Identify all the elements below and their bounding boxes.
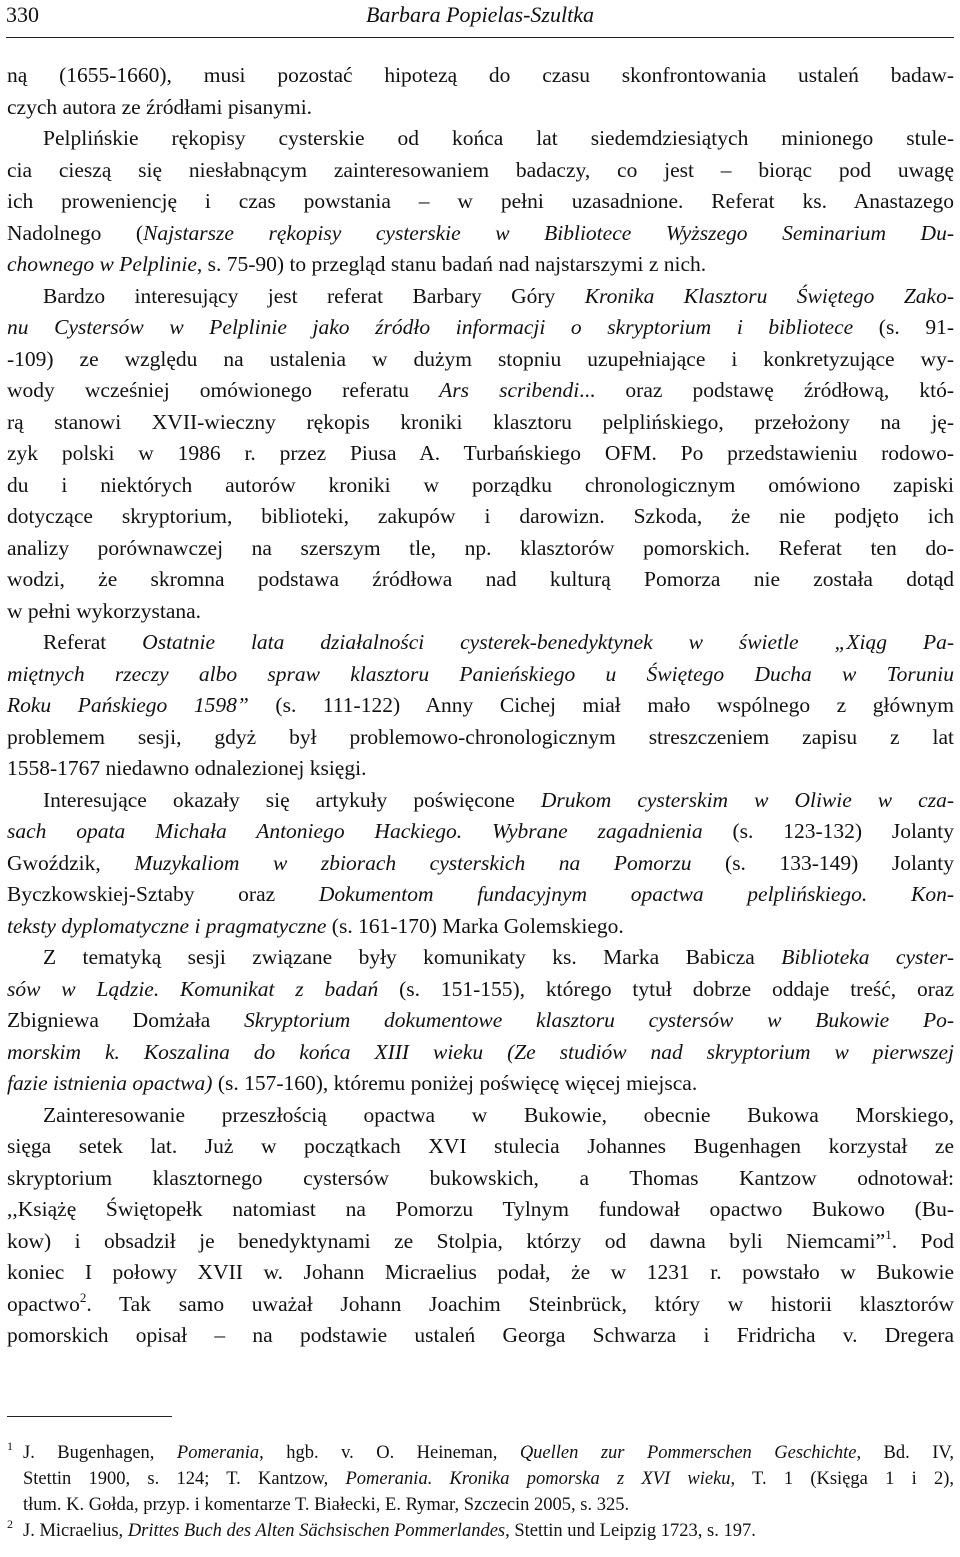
text-run: analizy porównawczej na szerszym tle, np. klasztorów pomorskich. Referat ten do-	[7, 535, 954, 560]
italic-text: Drukom cysterskim w Oliwie w cza-	[540, 787, 954, 812]
text-line	[7, 722, 954, 754]
text-run: rą stanowi XVII-wieczny rękopis kroniki klasztoru pelplińskiego, przełożony na ję-	[7, 409, 954, 434]
text-run: Nadolnego (	[7, 220, 144, 245]
text-run: , s. 75-90) to przegląd stanu badań nad najstarszymi z nich.	[196, 252, 707, 276]
text-run: (s. 151-155), którego tytuł dobrze oddaje treść, oraz	[378, 976, 954, 1001]
text-run: , Stettin und Leipzig 1723, s. 197.	[505, 1521, 756, 1541]
text-run: sięga setek lat. Już w początkach XVI stulecia Johannes Bugenhagen korzystał ze	[7, 1134, 954, 1158]
text-line	[7, 911, 954, 943]
text-line	[7, 218, 954, 250]
text-line	[7, 281, 954, 313]
text-line	[7, 753, 954, 785]
text-line	[7, 564, 954, 596]
text-line	[7, 1163, 954, 1195]
text-line	[7, 879, 954, 911]
text-line	[7, 816, 954, 848]
text-run: kow) i obsadził je benedyktynami ze Stolpia, którzy od dawna byli Niemcami”	[7, 1228, 886, 1253]
footnote-reference: 2	[79, 1289, 87, 1305]
italic-text: morskim k. Koszalina do końca XIII wieku (Ze studiów nad skryptorium w pierwszej	[7, 1039, 954, 1064]
text-run: . Pod	[891, 1228, 954, 1253]
text-run: tłum. K. Gołda, przyp. i komentarze T. Białecki, E. Rymar, Szczecin 2005, s. 325.	[23, 1495, 630, 1515]
text-run: pomorskich opisał – na podstawie ustaleń Georga Schwarza i Fridricha v. Dregera	[7, 1323, 954, 1347]
text-line	[7, 974, 954, 1006]
text-line	[7, 1068, 954, 1100]
text-run: (s. 123-132) Jolanty	[702, 819, 955, 843]
italic-text: chownego w Pelplinie	[7, 252, 197, 276]
text-line	[7, 1194, 954, 1226]
italic-text: sach opata Michała Antoniego Hackiego. Wybrane zagadnienia	[7, 819, 703, 843]
text-run: zyk polski w 1986 r. przez Piusa A. Turbańskiego OFM. Po przedstawieniu rodowo-	[7, 441, 954, 465]
italic-text: Skryptorium dokumentowe klasztoru cystersów w Bukowie Po-	[244, 1008, 955, 1032]
italic-text: Biblioteka cyster-	[781, 945, 954, 969]
text-run: Referat	[43, 630, 143, 654]
text-run: , hgb. v. O. Heineman,	[259, 1443, 520, 1463]
text-run: ich proweniencję i czas powstania – w pełni uzasadnione. Referat ks. Anastazego	[7, 189, 954, 213]
text-line	[7, 186, 954, 218]
text-run: , Bd. IV,	[856, 1443, 955, 1463]
text-run: Z tematyką sesji związane były komunikaty ks. Marka Babicza	[43, 945, 782, 969]
text-run: ną (1655-1660), musi pozostać hipotezą do czasu skonfrontowania ustaleń badaw-	[7, 63, 954, 87]
footnotes	[7, 1440, 954, 1544]
text-run: (s. 111-122) Anny Cichej miał mało wspólnego z głównym	[248, 693, 954, 717]
body-text	[7, 60, 954, 1352]
text-run: 1558-1767 niedawno odnalezionej księgi.	[7, 756, 367, 780]
text-line	[7, 312, 954, 344]
text-run: w pełni wykorzystana.	[7, 598, 202, 623]
text-run: (s. 161-170) Marka Golemskiego.	[326, 913, 624, 938]
italic-text: fazie istnienia opactwa)	[7, 1071, 213, 1095]
text-line	[7, 627, 954, 659]
footnote-line	[7, 1466, 954, 1492]
page-number: 330	[6, 2, 39, 27]
italic-text: Pomerania	[176, 1443, 260, 1463]
text-line	[7, 249, 954, 281]
text-line	[7, 1037, 954, 1069]
text-run: wody wcześniej omówionego referatu	[7, 378, 440, 402]
text-line	[7, 155, 954, 187]
italic-text: nu Cystersów w Pelplinie jako źródło informacji o skryptorium i bibliotece	[7, 315, 854, 339]
italic-text: Dokumentom fundacyjnym opactwa pelplińskiego. Kon-	[318, 882, 954, 906]
text-run: J. Micraelius,	[23, 1521, 128, 1541]
footnote-line: 2 J. Micraelius, Drittes Buch des Alten Sächsischen Pommerlandes, Stettin und Leipzig 1723, s. 197.	[7, 1517, 756, 1541]
text-line	[7, 1226, 954, 1258]
text-line	[7, 438, 954, 470]
footnote-line: 1 J. Bugenhagen, Pomerania, hgb. v. O. Heineman, Quellen zur Pommerschen Geschichte, Bd. IV,	[7, 1439, 955, 1463]
text-line	[7, 1005, 954, 1037]
text-line	[7, 659, 954, 691]
text-line	[7, 1289, 954, 1321]
text-line	[7, 785, 954, 817]
text-run: ,,Książę Świętopełk natomiast na Pomorzu Tylnym fundował opactwo Bukowo (Bu-	[7, 1197, 954, 1221]
text-line	[7, 690, 954, 722]
text-run: cia cieszą się niesłabnącym zainteresowaniem badaczy, co jest – biorąc pod uwagę	[7, 157, 954, 182]
text-run: Gwoździk,	[7, 850, 135, 875]
footnote-line	[7, 1492, 954, 1518]
footnote-reference: 1	[885, 1226, 892, 1242]
text-line	[7, 1100, 954, 1132]
text-run: du i niektórych autorów kroniki w porządku chronologicznym omówiono zapiski	[7, 472, 954, 497]
text-run: , T. 1 (Księga 1 i 2),	[730, 1469, 954, 1489]
text-run: Bardzo interesujący jest referat Barbary Góry	[43, 283, 585, 308]
text-line	[7, 407, 954, 439]
text-run: skryptorium klasztornego cystersów bukowskich, a Thomas Kantzow odnotował:	[7, 1165, 954, 1190]
text-line	[7, 848, 954, 880]
text-line	[7, 344, 954, 376]
text-run: J. Bugenhagen,	[23, 1443, 177, 1463]
text-line	[7, 470, 954, 502]
text-line	[7, 375, 954, 407]
italic-text: sów w Lądzie. Komunikat z badań	[7, 976, 379, 1001]
text-line	[7, 501, 954, 533]
text-run: (s. 91-	[853, 315, 954, 339]
italic-text: Kronika Klasztoru Świętego Zako-	[584, 283, 954, 308]
text-run: . Tak samo uważał Johann Joachim Steinbrück, który w historii klasztorów	[86, 1291, 954, 1316]
running-head-author: Barbara Popielas-Szultka	[366, 2, 594, 27]
text-run: wodzi, że skromna podstawa źródłowa nad kulturą Pomorza nie została dotąd	[7, 567, 954, 591]
text-run: (s. 133-149) Jolanty	[691, 850, 954, 875]
text-run: Zainteresowanie przeszłością opactwa w Bukowie, obecnie Bukowa Morskiego,	[43, 1102, 954, 1127]
text-run: Zbigniewa Domżała	[7, 1008, 245, 1032]
text-run: ... oraz podstawę źródłową, któ-	[579, 378, 955, 402]
text-run: dotyczące skryptorium, biblioteki, zakupów i darowizn. Szkoda, że nie podjęto ich	[7, 504, 954, 528]
text-run: Interesujące okazały się artykuły poświęcone	[43, 787, 541, 812]
text-line	[7, 1131, 954, 1163]
text-line	[7, 942, 954, 974]
text-run: opactwo	[7, 1291, 80, 1316]
italic-text: Roku Pańskiego 1598”	[7, 693, 249, 717]
italic-text: Ostatnie lata działalności cysterek-benedyktynek w świetle „Xiąg Pa-	[142, 630, 954, 654]
text-run: czych autora ze źródłami pisanymi.	[7, 94, 313, 119]
italic-text: Pomerania. Kronika pomorska z XVI wieku	[345, 1469, 731, 1489]
text-run: koniec I połowy XVII w. Johann Micraelius podał, że w 1231 r. powstało w Bukowie	[7, 1260, 954, 1284]
header-rule	[6, 37, 954, 38]
text-run: Byczkowskiej-Sztaby oraz	[7, 882, 319, 906]
text-run: Pelplińskie rękopisy cysterskie od końca lat siedemdziesiątych minionego stule-	[43, 126, 954, 150]
italic-text: Ars scribendi	[439, 378, 580, 402]
text-line	[7, 123, 954, 155]
text-run: problemem sesji, gdyż był problemowo-chronologicznym streszczeniem zapisu z lat	[7, 724, 954, 749]
text-run: (s. 157-160), któremu poniżej poświęcę więcej miejsca.	[212, 1071, 698, 1095]
text-line	[7, 533, 954, 565]
italic-text: miętnych rzeczy albo spraw klasztoru Panieńskiego u Świętego Ducha w Toruniu	[7, 661, 954, 686]
text-line	[7, 1320, 954, 1352]
text-line	[7, 60, 954, 92]
text-line	[7, 596, 954, 628]
italic-text: Najstarsze rękopisy cysterskie w Bibliotece Wyższego Seminarium Du-	[143, 220, 954, 245]
text-line	[7, 1257, 954, 1289]
italic-text: Drittes Buch des Alten Sächsischen Pommerlandes	[127, 1521, 506, 1541]
italic-text: Quellen zur Pommerschen Geschichte	[519, 1443, 857, 1463]
italic-text: Muzykaliom w zbiorach cysterskich na Pomorzu	[134, 850, 692, 875]
page-header	[6, 0, 954, 34]
text-run: Stettin 1900, s. 124; T. Kantzow,	[23, 1469, 346, 1489]
text-run: -109) ze względu na ustalenia w dużym stopniu uzupełniające i konkretyzujące wy-	[7, 346, 954, 371]
footnote-separator	[7, 1416, 172, 1417]
italic-text: teksty dyplomatyczne i pragmatyczne	[7, 913, 327, 938]
text-line	[7, 92, 954, 124]
